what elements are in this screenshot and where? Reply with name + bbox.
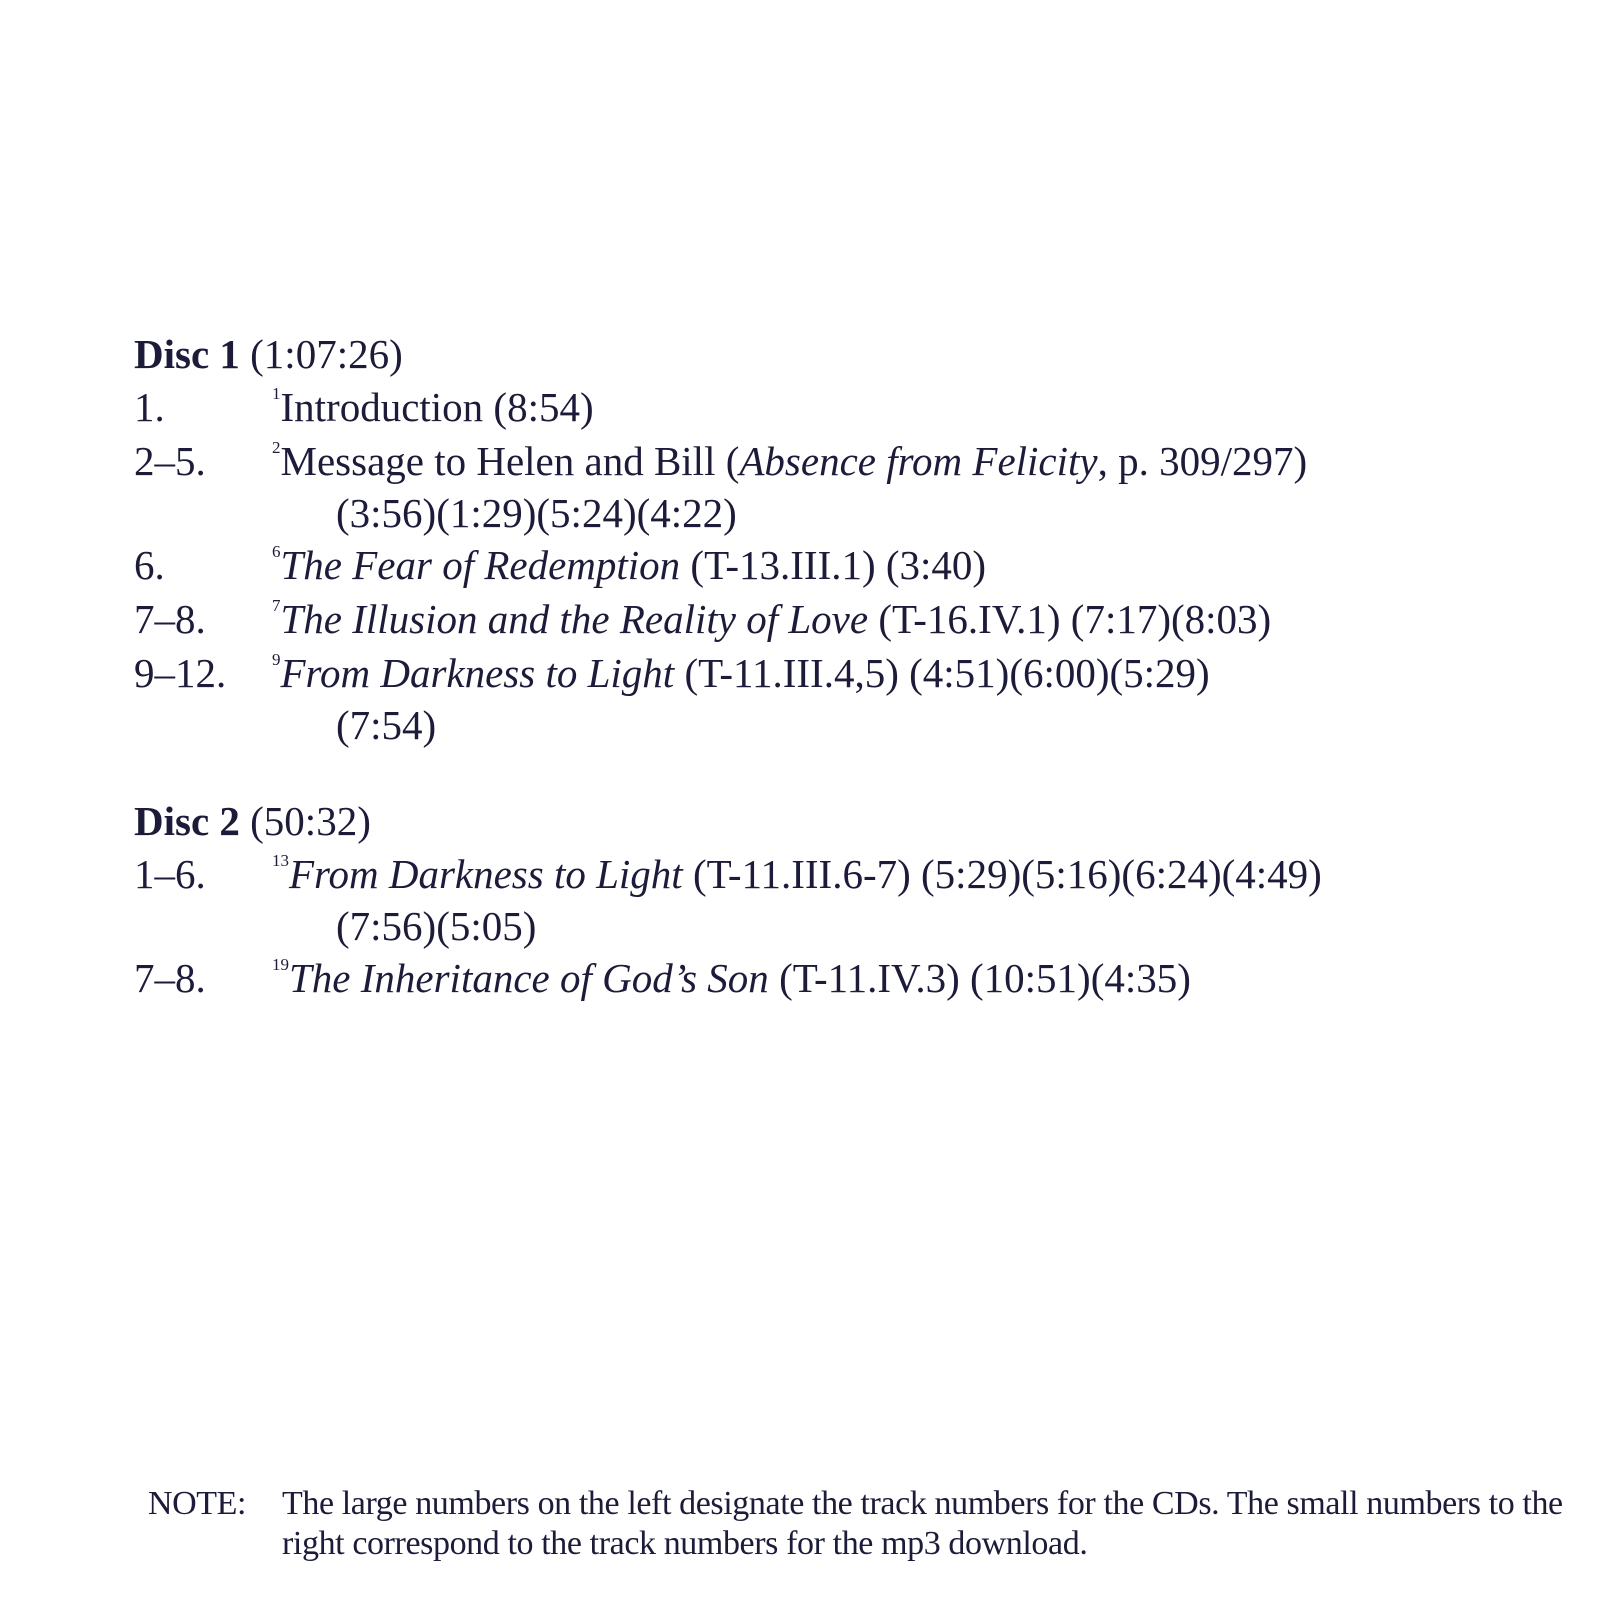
track-reference: (T-11.III.4,5) (4:51)(6:00)(5:29)	[674, 650, 1210, 696]
disc-2-section	[134, 795, 1584, 1005]
disc-2-heading	[134, 795, 1584, 847]
track-title: From Darkness to Light	[289, 851, 683, 897]
track-reference: (T-11.IV.3) (10:51)(4:35)	[768, 955, 1191, 1001]
mp3-track-number: 6	[272, 542, 281, 561]
track-title: The Illusion and the Reality of Love	[280, 596, 869, 642]
mp3-track-number: 9	[272, 650, 281, 669]
disc-1-label: Disc 1	[134, 331, 240, 377]
cd-track-number: 7–8.	[134, 596, 206, 642]
disc-1-duration: (1:07:26)	[250, 331, 403, 377]
cd-track-number: 2–5.	[134, 438, 206, 484]
mp3-track-number: 7	[272, 596, 281, 615]
mp3-track-number: 13	[272, 851, 289, 870]
track-reference: (T-16.IV.1) (7:17)(8:03)	[868, 596, 1272, 642]
track-durations: (7:56)(5:05)	[336, 903, 537, 949]
track-title: From Darkness to Light	[280, 650, 675, 696]
note-label: NOTE:	[148, 1485, 247, 1522]
book-title: Absence from Felicity	[739, 438, 1098, 484]
cd-track-number: 1.	[134, 384, 165, 430]
disc-2-duration: (50:32)	[250, 798, 371, 844]
note-text: The large numbers on the left designate the track numbers for the CDs. The small numbers to the right correspond to the track numbers for the mp3 download.	[282, 1485, 1563, 1562]
mp3-track-number: 19	[272, 955, 289, 974]
track-entry	[134, 434, 1584, 538]
disc-1-heading	[134, 328, 1584, 380]
track-title: Introduction (8:54)	[280, 384, 594, 430]
track-title: Message to Helen and Bill (	[280, 438, 740, 484]
mp3-track-number: 1	[272, 384, 281, 403]
track-title: The Fear of Redemption	[280, 542, 681, 588]
cd-track-number: 1–6.	[134, 851, 206, 897]
mp3-track-number: 2	[272, 438, 281, 457]
track-entry	[134, 951, 1584, 1005]
cd-track-number: 6.	[134, 542, 165, 588]
track-entry	[134, 380, 1584, 434]
track-durations: (3:56)(1:29)(5:24)(4:22)	[336, 490, 737, 536]
disc-1-section	[134, 328, 1584, 750]
track-reference: (T-13.III.1) (3:40)	[680, 542, 987, 588]
disc-2-label: Disc 2	[134, 798, 240, 844]
cd-track-number: 7–8.	[134, 955, 206, 1001]
track-durations: (7:54)	[336, 702, 437, 748]
cd-track-number: 9–12.	[134, 650, 227, 696]
track-entry	[134, 646, 1584, 750]
track-entry	[134, 847, 1584, 951]
track-title: The Inheritance of God’s Son	[289, 955, 769, 1001]
track-reference: (T-11.III.6-7) (5:29)(5:16)(6:24)(4:49)	[682, 851, 1322, 897]
page-reference: , p. 309/297)	[1097, 438, 1308, 484]
track-entry	[134, 538, 1584, 592]
footnote	[148, 1484, 1568, 1564]
track-entry	[134, 592, 1584, 646]
